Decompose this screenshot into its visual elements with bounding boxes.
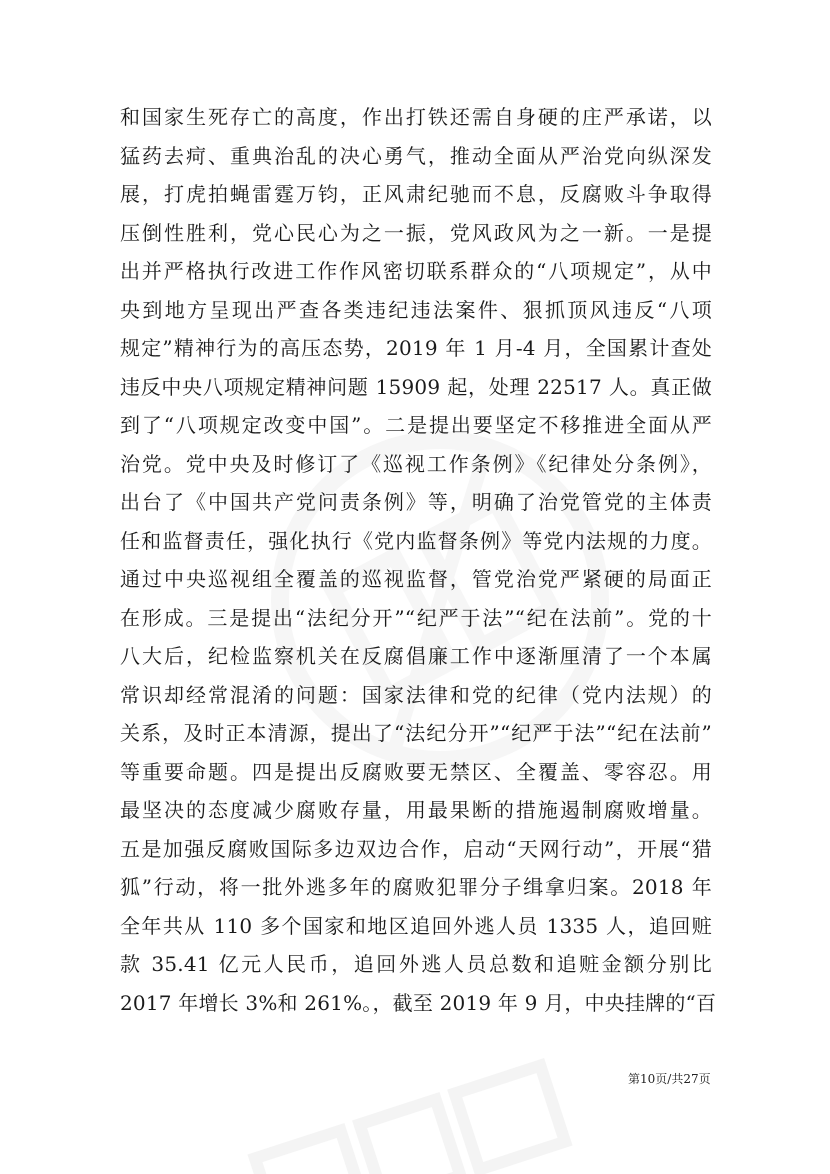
- text-line: 通过中央巡视组全覆盖的巡视监督，管党治党严紧硬的局面正: [120, 567, 712, 591]
- text-line: 2017 年增长 3%和 261%。，截至 2019 年 9 月，中央挂牌的“百: [120, 990, 717, 1015]
- text-line: 五是加强反腐败国际多边双边合作，启动“天网行动”，开展“猎: [120, 836, 712, 861]
- text-line: 和国家生死存亡的高度，作出打铁还需自身硬的庄严承诺，以: [120, 105, 712, 129]
- text-line: 展，打虎拍蝇雷霆万钧，正风肃纪驰而不息，反腐败斗争取得: [120, 182, 712, 206]
- body-paragraph: [120, 98, 717, 1022]
- text-line: 八大后，纪检监察机关在反腐倡廉工作中逐渐厘清了一个本属: [120, 644, 712, 668]
- text-line: 出并严格执行改进工作作风密切联系群众的“八项规定”，从中: [120, 259, 712, 283]
- text-line: 最坚决的态度减少腐败存量，用最果断的措施遏制腐败增量。: [120, 798, 712, 822]
- text-line: 关系，及时正本清源，提出了“法纪分开”“纪严于法”“纪在法前”: [120, 721, 712, 745]
- text-line: 等重要命题。四是提出反腐败要无禁区、全覆盖、零容忍。用: [120, 759, 712, 784]
- text-line: 规定”精神行为的高压态势，2019 年 1 月-4 月，全国累计查处: [120, 336, 712, 360]
- text-line: 违反中央八项规定精神问题 15909 起，处理 22517 人。真正做: [120, 374, 712, 399]
- text-line: 任和监督责任，强化执行《党内监督条例》等党内法规的力度。: [120, 528, 712, 553]
- text-line: 全年共从 110 多个国家和地区追回外逃人员 1335 人，追回赃: [120, 913, 712, 938]
- text-line: 央到地方呈现出严查各类违纪违法案件、狠抓顶风违反“八项: [120, 297, 712, 322]
- text-line: 常识却经常混淆的问题：国家法律和党的纪律（党内法规）的: [120, 682, 712, 707]
- text-line: 出台了《中国共产党问责条例》等，明确了治党管党的主体责: [120, 490, 712, 514]
- text-line: 治党。党中央及时修订了《巡视工作条例》《纪律处分条例》，: [120, 451, 712, 476]
- text-line: 压倒性胜利，党心民心为之一振，党风政风为之一新。一是提: [120, 220, 712, 245]
- text-line: 到了“八项规定改变中国”。二是提出要坚定不移推进全面从严: [120, 413, 712, 437]
- page-number: 第10页/共27页: [628, 1072, 711, 1086]
- text-line: 在形成。三是提出“法纪分开”“纪严于法”“纪在法前”。党的十: [120, 605, 712, 630]
- text-line: 猛药去疴、重典治乱的决心勇气，推动全面从严治党向纵深发: [120, 143, 712, 168]
- text-line: 款 35.41 亿元人民币，追回外逃人员总数和追赃金额分别比: [120, 952, 712, 976]
- watermark-bottom-graphic: [239, 1043, 580, 1174]
- text-line: 狐”行动，将一批外逃多年的腐败犯罪分子缉拿归案。2018 年: [120, 875, 712, 899]
